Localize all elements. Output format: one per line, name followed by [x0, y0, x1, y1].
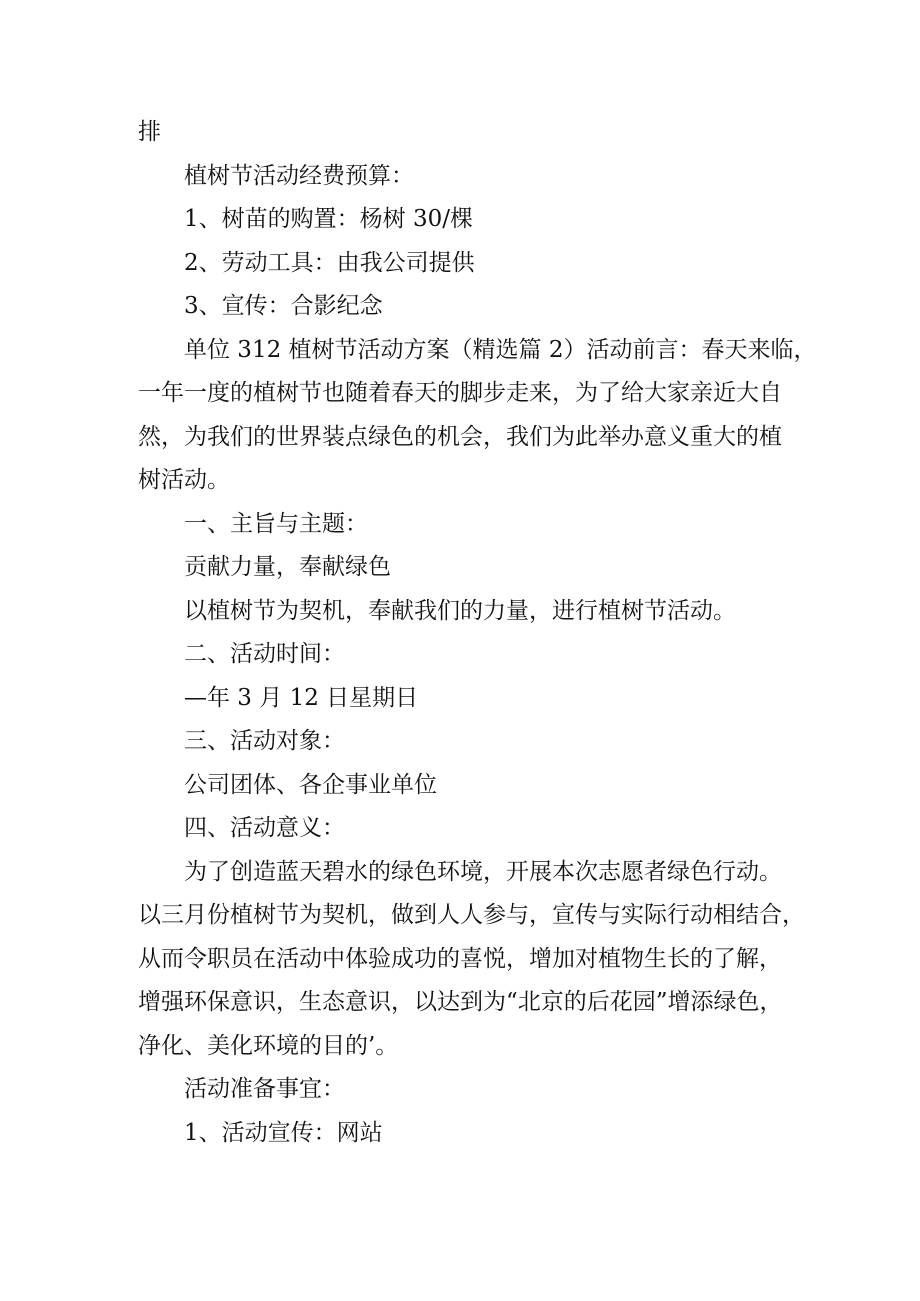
section-heading: 一、主旨与主题：: [184, 510, 368, 537]
paragraph-line: 单位 312 植树节活动方案（精选篇 2）活动前言：春天来临，: [184, 336, 817, 363]
text-line: 公司团体、各企事业单位: [184, 771, 437, 798]
text-line: 贡献力量，奉献绿色: [184, 554, 391, 580]
text-line: 以植树节为契机，奉献我们的力量，进行植树节活动。: [184, 597, 736, 624]
text-line: 排: [138, 119, 161, 145]
paragraph-line: 树活动。: [138, 467, 230, 493]
budget-heading: 植树节活动经费预算：: [184, 162, 414, 189]
section-heading: 三、活动对象：: [184, 728, 345, 754]
text-line: —年 3 月 12 日星期日: [184, 684, 419, 711]
paragraph-line: 净化、美化环境的目的’。: [138, 1032, 399, 1059]
document-body: [138, 111, 817, 1155]
list-item: 1、活动宣传：网站: [184, 1119, 383, 1146]
section-heading: 四、活动意义：: [184, 815, 345, 841]
list-item: 1、树苗的购置：杨树 30/棵: [184, 206, 473, 232]
list-item: 3、宣传：合影纪念: [184, 293, 383, 319]
paragraph-line: 一年一度的植树节也随着春天的脚步走来，为了给大家亲近大自: [138, 380, 782, 406]
paragraph-line: 以三月份植树节为契机，做到人人参与，宣传与实际行动相结合，: [138, 902, 805, 928]
paragraph-line: 然，为我们的世界装点绿色的机会，我们为此举办意义重大的植: [138, 423, 782, 450]
section-heading: 二、活动时间：: [184, 641, 345, 667]
paragraph-line: 增强环保意识，生态意识，以达到为“北京的后花园”增添绿色，: [138, 989, 783, 1015]
paragraph-line: 为了创造蓝天碧水的绿色环境，开展本次志愿者绿色行动。: [184, 858, 782, 885]
list-item: 2、劳动工具：由我公司提供: [184, 249, 475, 276]
paragraph-line: 从而令职员在活动中体验成功的喜悦，增加对植物生长的了解，: [138, 945, 782, 972]
section-heading: 活动准备事宜：: [184, 1076, 345, 1102]
